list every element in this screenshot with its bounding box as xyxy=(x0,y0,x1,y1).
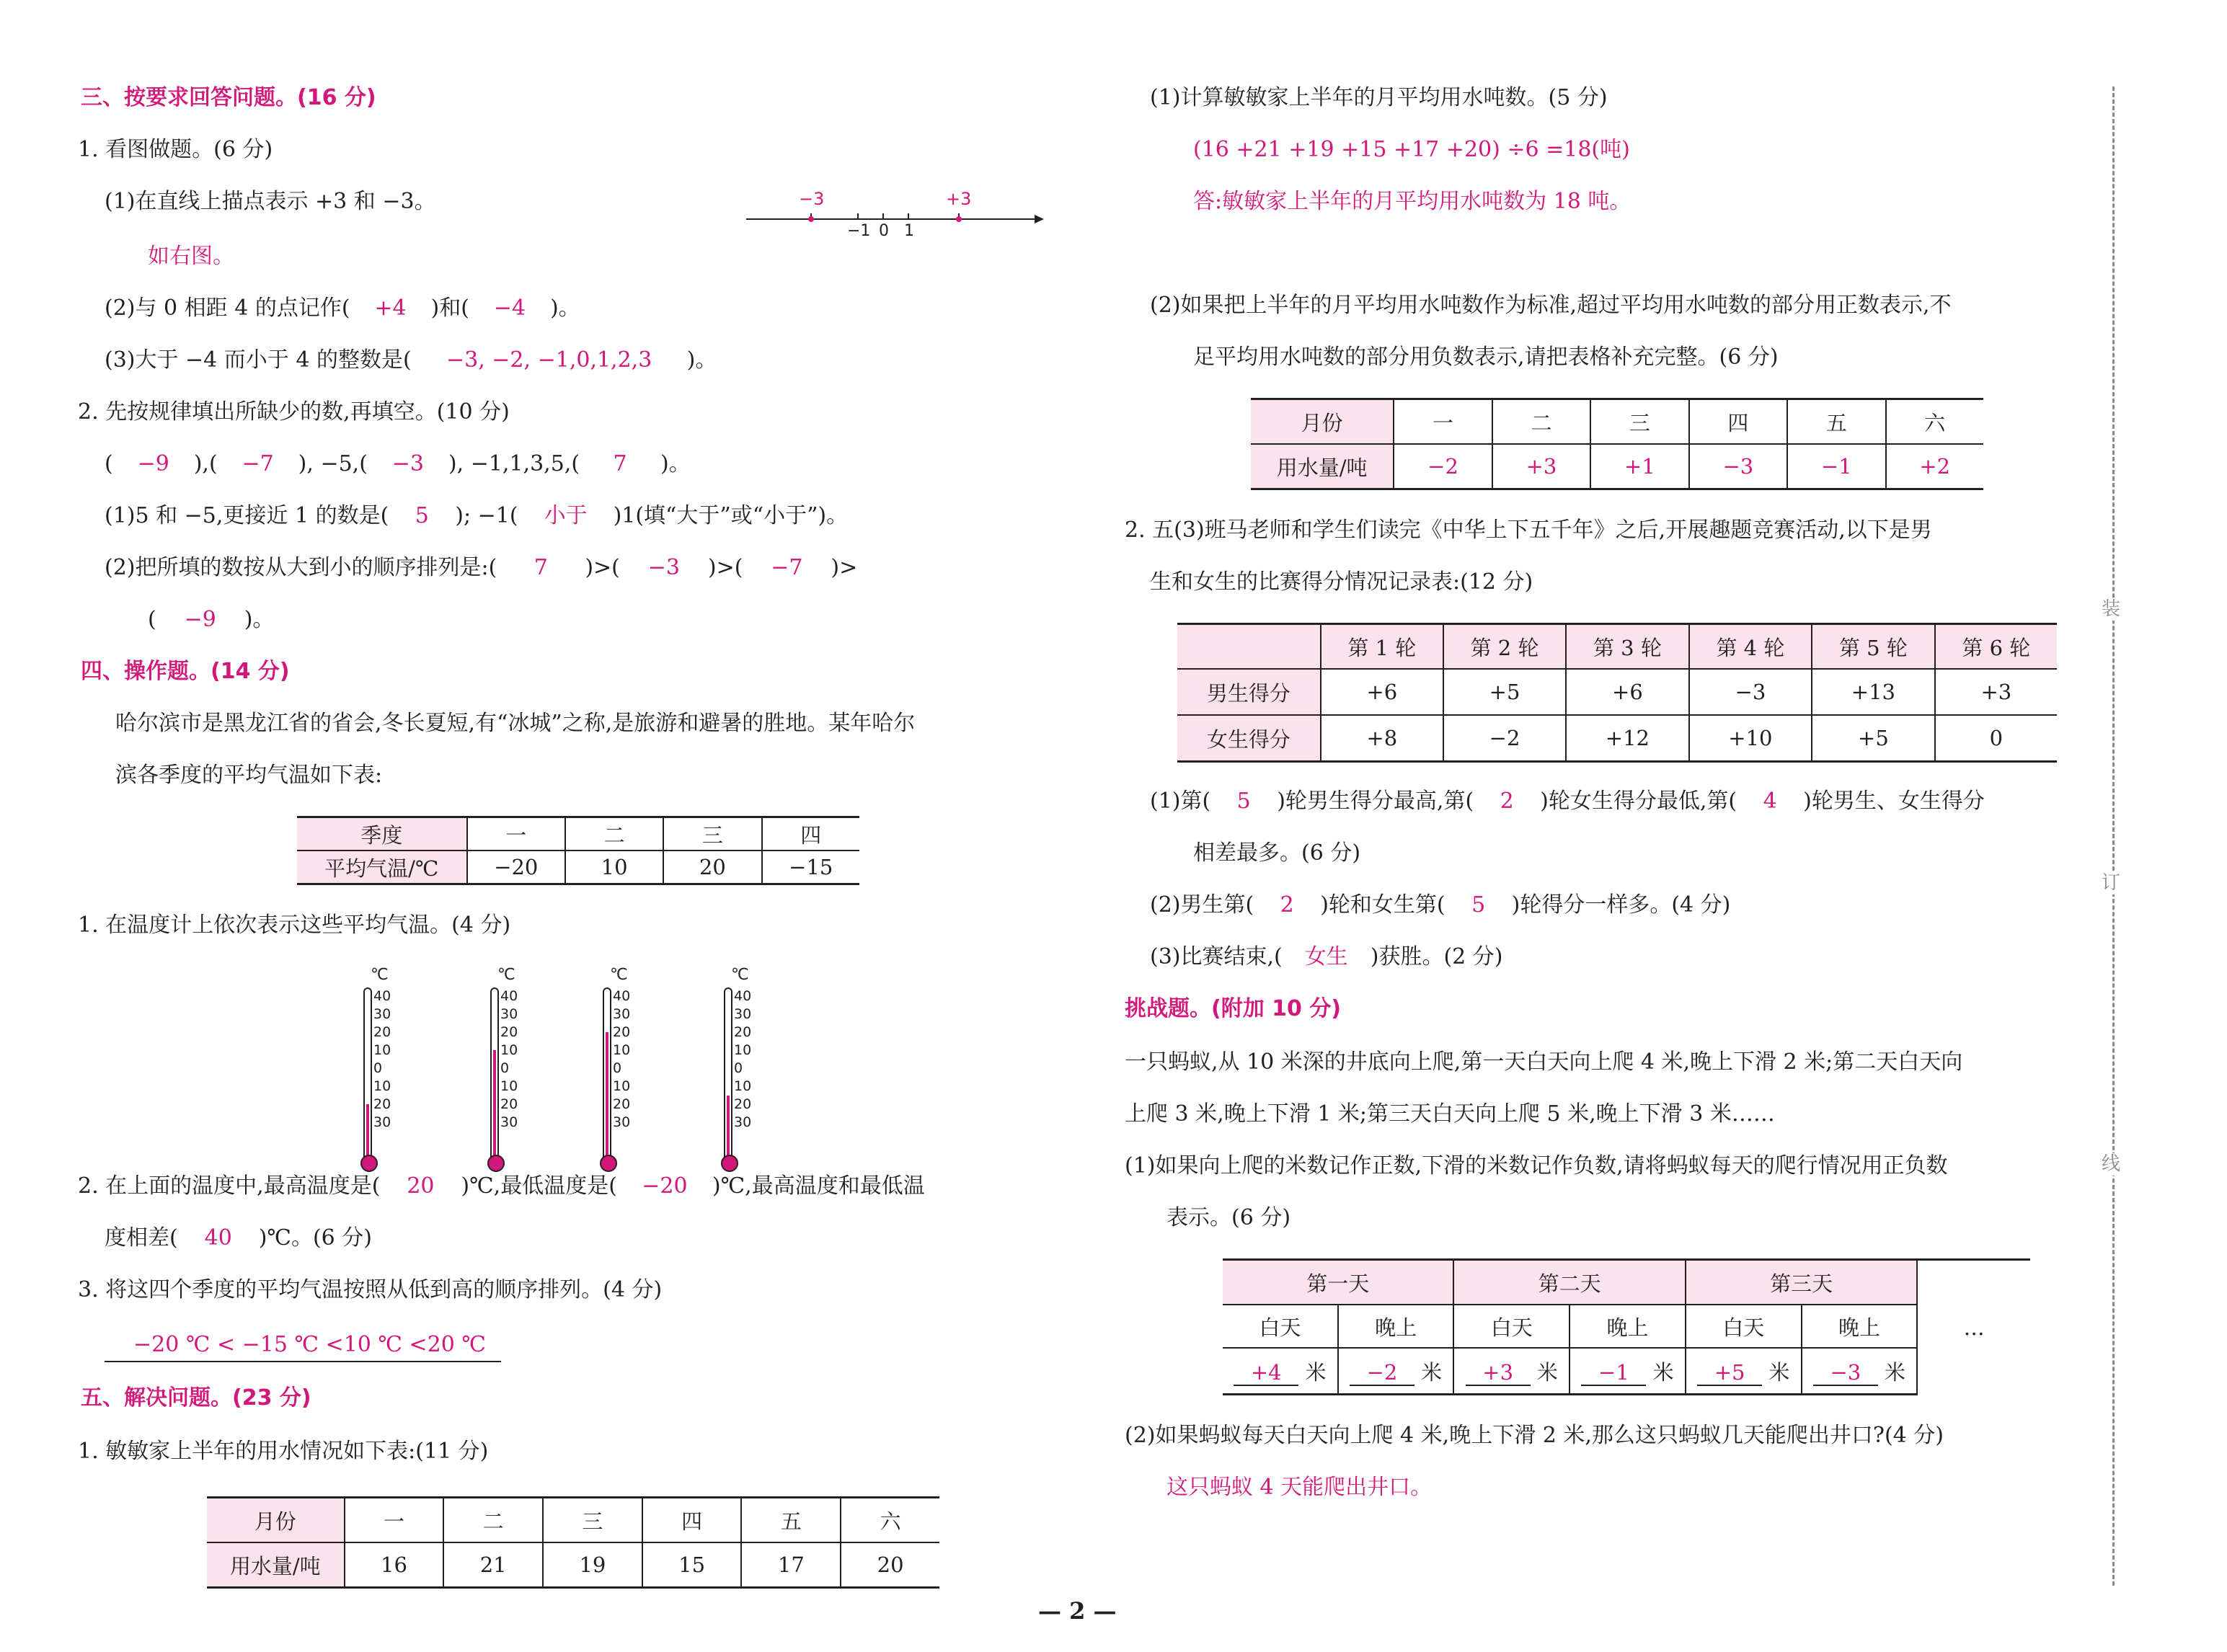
water-usage-table xyxy=(207,1496,939,1589)
challenge-q2-answer: 这只蚂蚁 4 天能爬出井口。 xyxy=(1166,1475,1433,1500)
difference-cell: −1 xyxy=(1787,444,1885,489)
order-answer-3: −7 xyxy=(771,555,803,580)
question-5-1-1: (1)计算敏敏家上半年的月平均用水吨数。(5 分) xyxy=(1150,85,1608,110)
month-col: 五 xyxy=(1787,399,1885,445)
seq-answer-1: −9 xyxy=(137,451,169,476)
usage-cell: 16 xyxy=(345,1542,444,1588)
boys-row-label: 男生得分 xyxy=(1177,669,1321,715)
answer-5-2-1b: 2 xyxy=(1500,789,1514,814)
thermometer-scale: 40 30 20 10 0 10 20 30 xyxy=(373,988,391,1130)
answer-1-2a: +4 xyxy=(374,296,407,321)
thermometer-fill xyxy=(606,1032,608,1162)
usage-cell: 20 xyxy=(841,1542,939,1588)
ant-value-cell: −3 米 xyxy=(1802,1348,1918,1395)
numberline-tick-1: 1 xyxy=(904,222,914,240)
order-answer-1: 7 xyxy=(533,555,548,580)
question-4-2-cont: 度相差( 40 )℃。(6 分) xyxy=(105,1225,373,1251)
temperature-cell: 10 xyxy=(565,851,663,884)
binding-dashed-line xyxy=(2112,86,2115,1586)
numberline-label-neg3: −3 xyxy=(799,189,825,209)
season-col-3: 三 xyxy=(663,817,761,851)
thermometer-scale: 40 30 20 10 0 10 20 30 xyxy=(734,988,752,1130)
question-1-2: (2)与 0 相距 4 的点记作( +4 )和( −4 )。 xyxy=(105,296,580,321)
ant-value-cell: −1 米 xyxy=(1569,1348,1686,1395)
binding-mark-1: 装 xyxy=(2102,598,2121,620)
answer-2-1b: 小于 xyxy=(544,503,588,528)
ant-value-cell: +5 米 xyxy=(1686,1348,1802,1395)
season-col-2: 二 xyxy=(565,817,663,851)
challenge-line-2: 上爬 3 米,晚上下滑 1 米;第三天白天向上爬 5 米,晚上下滑 3 米…… xyxy=(1125,1101,1775,1127)
season-col-1: 一 xyxy=(467,817,565,851)
difference-cell: −3 xyxy=(1689,444,1787,489)
day-header: 第二天 xyxy=(1453,1260,1685,1305)
answer-5-1-1-text: 答:敏敏家上半年的月平均用水吨数为 18 吨。 xyxy=(1193,189,1631,214)
order-answer-4: −9 xyxy=(184,607,216,632)
month-col: 六 xyxy=(841,1498,939,1543)
answer-underline xyxy=(105,1361,501,1362)
answer-5-2-1a: 5 xyxy=(1236,789,1251,814)
girls-score-cell: +12 xyxy=(1566,715,1689,762)
thermometer-1 xyxy=(360,959,418,1175)
answer-1-1: 如右图。 xyxy=(148,244,234,269)
usage-cell: 19 xyxy=(543,1542,642,1588)
question-1: 1. 看图做题。(6 分) xyxy=(78,137,273,162)
thermometer-3 xyxy=(600,959,658,1175)
question-2-2-cont: ( −9 )。 xyxy=(148,607,275,632)
question-1-3: (3)大于 −4 而小于 4 的整数是( −3, −2, −1,0,1,2,3 )。 xyxy=(105,347,717,373)
boys-score-cell: +6 xyxy=(1566,669,1689,715)
difference-cell: +2 xyxy=(1886,444,1984,489)
temperature-row-label: 平均气温/℃ xyxy=(297,851,467,884)
boys-score-cell: +5 xyxy=(1443,669,1566,715)
round-header: 第 5 轮 xyxy=(1812,624,1935,670)
question-2-sequence: ( −9 ),( −7 ), −5,( −3 ), −1,1,3,5,( 7 )。 xyxy=(105,451,691,476)
ant-value-cell: +4 米 xyxy=(1223,1348,1338,1395)
thermometer-fill xyxy=(493,1050,496,1162)
ant-climb-table xyxy=(1223,1258,2030,1395)
round-header: 第 3 轮 xyxy=(1566,624,1689,670)
thermometer-fill xyxy=(366,1104,369,1162)
usage-cell: 17 xyxy=(741,1542,841,1588)
girls-score-cell: +5 xyxy=(1812,715,1935,762)
seq-answer-2: −7 xyxy=(242,451,274,476)
daytime-label: 白天 xyxy=(1453,1305,1569,1348)
thermometer-4 xyxy=(721,959,779,1175)
month-col: 二 xyxy=(443,1498,543,1543)
water-difference-table xyxy=(1251,398,1983,490)
numberline-tick-neg1: −1 xyxy=(847,222,871,240)
question-2-1: (1)5 和 −5,更接近 1 的数是( 5 ); −1( 小于 )1(填“大于”或“小于”)。 xyxy=(105,503,849,528)
round-header: 第 1 轮 xyxy=(1321,624,1443,670)
month-header: 月份 xyxy=(207,1498,345,1543)
boys-score-cell: +13 xyxy=(1812,669,1935,715)
answer-4-3: −20 ℃ < −15 ℃ <10 ℃ <20 ℃ xyxy=(133,1332,486,1357)
girls-row-label: 女生得分 xyxy=(1177,715,1321,762)
month-col: 一 xyxy=(345,1498,444,1543)
difference-cell: −2 xyxy=(1394,444,1492,489)
season-col-4: 四 xyxy=(762,817,859,851)
round-header: 第 4 轮 xyxy=(1689,624,1812,670)
answer-4-2-min: −20 xyxy=(642,1173,688,1199)
answer-5-2-2b: 5 xyxy=(1471,892,1486,918)
numberline-label-pos3: +3 xyxy=(946,189,972,209)
section-4-title: 四、操作题。(14 分) xyxy=(81,659,290,684)
night-label: 晚上 xyxy=(1569,1305,1686,1348)
binding-mark-3: 线 xyxy=(2102,1153,2121,1175)
question-5-2-3: (3)比赛结束,( 女生 )获胜。(2 分) xyxy=(1150,944,1503,969)
round-header: 第 2 轮 xyxy=(1443,624,1566,670)
usage-row-label: 用水量/吨 xyxy=(1251,444,1394,489)
question-5-2-line1: 2. 五(3)班马老师和学生们读完《中华上下五千年》之后,开展趣题竞赛活动,以下是男 xyxy=(1125,518,1932,543)
intro-line-2: 滨各季度的平均气温如下表: xyxy=(115,763,383,788)
night-label: 晚上 xyxy=(1802,1305,1918,1348)
numberline-tick-0: 0 xyxy=(879,222,889,240)
number-line-svg xyxy=(743,189,1045,239)
month-col: 四 xyxy=(1689,399,1787,445)
challenge-q1-line1: (1)如果向上爬的米数记作正数,下滑的米数记作负数,请将蚂蚁每天的爬行情况用正负数 xyxy=(1125,1153,1948,1178)
thermometer-fill xyxy=(727,1096,730,1163)
girls-score-cell: −2 xyxy=(1443,715,1566,762)
thermometer-bulb xyxy=(487,1155,505,1172)
thermometer-2 xyxy=(487,959,545,1175)
question-5-2-1: (1)第( 5 )轮男生得分最高,第( 2 )轮女生得分最低,第( 4 )轮男生、女生得分 xyxy=(1150,789,1985,814)
question-4-3: 3. 将这四个季度的平均气温按照从低到高的顺序排列。(4 分) xyxy=(78,1277,663,1302)
ant-value-cell: +3 米 xyxy=(1453,1348,1569,1395)
thermometer-bulb xyxy=(360,1155,378,1172)
question-5-1-2-line2: 足平均用水吨数的部分用负数表示,请把表格补充完整。(6 分) xyxy=(1193,345,1779,370)
temperature-cell: −20 xyxy=(467,851,565,884)
boys-score-cell: +6 xyxy=(1321,669,1443,715)
season-header: 季度 xyxy=(297,817,467,851)
difference-cell: +1 xyxy=(1590,444,1688,489)
number-line xyxy=(743,189,1045,239)
thermometer-unit: ℃ xyxy=(371,966,389,984)
usage-row-label: 用水量/吨 xyxy=(207,1542,345,1588)
question-5-2-1-cont: 相差最多。(6 分) xyxy=(1193,840,1361,866)
difference-cell: +3 xyxy=(1492,444,1590,489)
month-col: 六 xyxy=(1886,399,1984,445)
thermometer-bulb xyxy=(600,1155,617,1172)
month-header: 月份 xyxy=(1251,399,1394,445)
page-number: — 2 — xyxy=(1038,1597,1117,1625)
seq-answer-3: −3 xyxy=(391,451,425,476)
answer-1-3: −3, −2, −1,0,1,2,3 xyxy=(446,347,652,373)
question-4-2: 2. 在上面的温度中,最高温度是( 20 )℃,最低温度是( −20 )℃,最高温度和最低温 xyxy=(78,1173,925,1199)
answer-5-2-1c: 4 xyxy=(1763,789,1777,814)
answer-5-1-1-calc: (16 +21 +19 +15 +17 +20) ÷6 =18(吨) xyxy=(1193,137,1630,162)
day-header: 第一天 xyxy=(1223,1260,1453,1305)
round-header: 第 6 轮 xyxy=(1935,624,2057,670)
question-1-1: (1)在直线上描点表示 +3 和 −3。 xyxy=(105,189,436,214)
question-5-2-2: (2)男生第( 2 )轮和女生第( 5 )轮得分一样多。(4 分) xyxy=(1150,892,1731,918)
thermometer-scale: 40 30 20 10 0 10 20 30 xyxy=(500,988,518,1130)
month-col: 五 xyxy=(741,1498,841,1543)
month-col: 三 xyxy=(543,1498,642,1543)
answer-4-2-diff: 40 xyxy=(204,1225,232,1251)
intro-line-1: 哈尔滨市是黑龙江省的省会,冬长夏短,有“冰城”之称,是旅游和避暑的胜地。某年哈尔 xyxy=(115,711,916,736)
thermometer-unit: ℃ xyxy=(610,966,628,984)
thermometer-bulb xyxy=(721,1155,738,1172)
daytime-label: 白天 xyxy=(1686,1305,1802,1348)
ant-value-cell: −2 米 xyxy=(1338,1348,1454,1395)
ellipsis-cell: … xyxy=(1917,1260,2030,1395)
binding-mark-2: 订 xyxy=(2102,872,2121,894)
challenge-q2: (2)如果蚂蚁每天白天向上爬 4 米,晚上下滑 2 米,那么这只蚂蚁几天能爬出井口?(4 分) xyxy=(1125,1423,1944,1448)
answer-1-2b: −4 xyxy=(493,296,526,321)
answer-2-1a: 5 xyxy=(415,503,429,528)
answer-5-2-2a: 2 xyxy=(1280,892,1294,918)
day-header: 第三天 xyxy=(1686,1260,1917,1305)
night-label: 晚上 xyxy=(1338,1305,1454,1348)
month-col: 二 xyxy=(1492,399,1590,445)
challenge-line-1: 一只蚂蚁,从 10 米深的井底向上爬,第一天白天向上爬 4 米,晚上下滑 2 米;第二天白天向 xyxy=(1125,1049,1963,1075)
challenge-title: 挑战题。(附加 10 分) xyxy=(1125,996,1342,1021)
thermometer-unit: ℃ xyxy=(731,966,749,984)
section-3-title: 三、按要求回答问题。(16 分) xyxy=(81,85,376,110)
girls-score-cell: +10 xyxy=(1689,715,1812,762)
question-2: 2. 先按规律填出所缺少的数,再填空。(10 分) xyxy=(78,399,510,425)
thermometer-scale: 40 30 20 10 0 10 20 30 xyxy=(613,988,631,1130)
seq-answer-4: 7 xyxy=(613,451,627,476)
usage-cell: 21 xyxy=(443,1542,543,1588)
question-5-1: 1. 敏敏家上半年的用水情况如下表:(11 分) xyxy=(78,1439,489,1464)
daytime-label: 白天 xyxy=(1223,1305,1338,1348)
girls-score-cell: +8 xyxy=(1321,715,1443,762)
order-answer-2: −3 xyxy=(647,555,680,580)
question-4-1: 1. 在温度计上依次表示这些平均气温。(4 分) xyxy=(78,912,511,938)
answer-4-2-max: 20 xyxy=(407,1173,435,1199)
temperature-cell: −15 xyxy=(762,851,859,884)
month-col: 三 xyxy=(1590,399,1688,445)
challenge-q1-line2: 表示。(6 分) xyxy=(1166,1205,1291,1230)
score-table xyxy=(1177,623,2057,763)
season-temperature-table xyxy=(297,816,859,885)
month-col: 四 xyxy=(642,1498,742,1543)
score-corner xyxy=(1177,624,1321,670)
month-col: 一 xyxy=(1394,399,1492,445)
section-5-title: 五、解决问题。(23 分) xyxy=(81,1385,311,1411)
girls-score-cell: 0 xyxy=(1935,715,2057,762)
boys-score-cell: +3 xyxy=(1935,669,2057,715)
question-5-2-line2: 生和女生的比赛得分情况记录表:(12 分) xyxy=(1150,569,1533,595)
question-2-2: (2)把所填的数按从大到小的顺序排列是:( 7 )>( −3 )>( −7 )> xyxy=(105,555,858,580)
thermometer-unit: ℃ xyxy=(497,966,515,984)
boys-score-cell: −3 xyxy=(1689,669,1812,715)
answer-5-2-3: 女生 xyxy=(1304,944,1348,969)
temperature-cell: 20 xyxy=(663,851,761,884)
question-5-1-2-line1: (2)如果把上半年的月平均用水吨数作为标准,超过平均用水吨数的部分用正数表示,不 xyxy=(1150,293,1952,318)
usage-cell: 15 xyxy=(642,1542,742,1588)
